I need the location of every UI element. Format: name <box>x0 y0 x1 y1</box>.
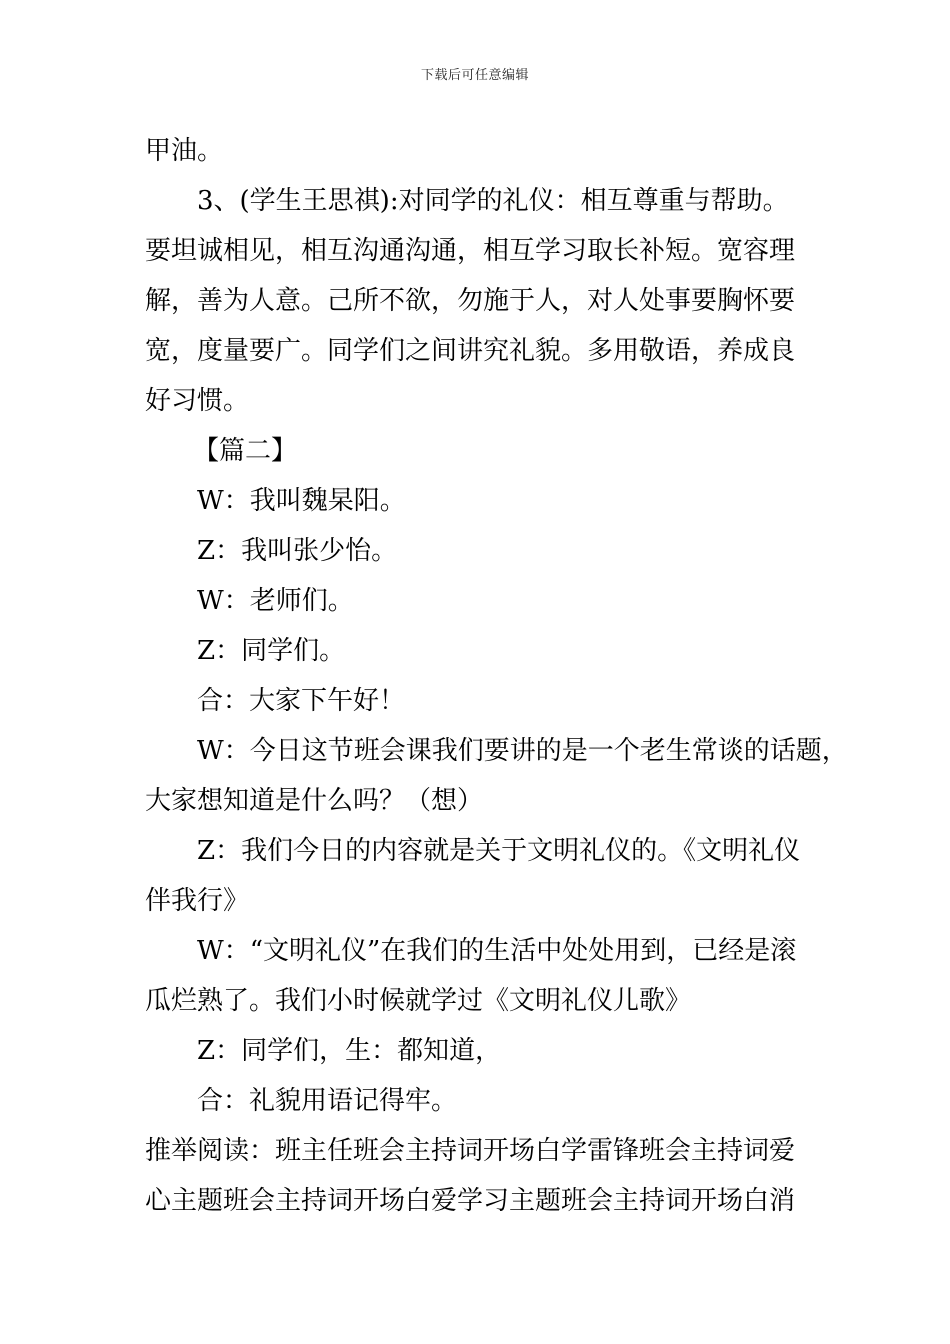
section-heading: 【篇二】 <box>193 436 298 466</box>
dialogue-line: 瓜烂熟了。我们小时候就学过《文明礼仪儿歌》 <box>145 986 692 1016</box>
dialogue-line: W：今日这节班会课我们要讲的是一个老生常谈的话题， <box>197 736 848 766</box>
dialogue-line: 大家想知道是什么吗？（想） <box>145 786 484 816</box>
paragraph-line: 解，善为人意。己所不欲，勿施于人，对人处事要胸怀要 <box>145 286 796 316</box>
paragraph-line: 3、(学生王思祺):对同学的礼仪：相互尊重与帮助。 <box>197 186 789 216</box>
paragraph-line: 好习惯。 <box>145 386 250 416</box>
dialogue-line: W：老师们。 <box>197 586 354 616</box>
dialogue-line: W：我叫魏杲阳。 <box>197 486 406 516</box>
paragraph-line: 宽，度量要广。同学们之间讲究礼貌。多用敬语，养成良 <box>145 336 796 366</box>
dialogue-line: W：“文明礼仪”在我们的生活中处处用到，已经是滚 <box>197 936 797 966</box>
page-header: 下载后可任意编辑 <box>420 68 529 83</box>
dialogue-line: Z：我叫张少怡。 <box>197 536 398 566</box>
recommended-reading-line: 心主题班会主持词开场白爱学习主题班会主持词开场白消 <box>145 1186 796 1216</box>
dialogue-line: 合：礼貌用语记得牢。 <box>197 1086 458 1116</box>
dialogue-line: Z：同学们，生：都知道， <box>197 1036 502 1066</box>
paragraph-line: 甲油。 <box>145 136 224 166</box>
paragraph-line: 要坦诚相见，相互沟通沟通，相互学习取长补短。宽容理 <box>145 236 796 266</box>
document-body <box>145 126 848 1226</box>
dialogue-line: Z：我们今日的内容就是关于文明礼仪的。《文明礼仪 <box>197 836 801 866</box>
dialogue-line: 合：大家下午好！ <box>197 686 406 716</box>
dialogue-line: 伴我行》 <box>145 886 250 916</box>
recommended-reading-line: 推举阅读：班主任班会主持词开场白学雷锋班会主持词爱 <box>145 1136 796 1166</box>
dialogue-line: Z：同学们。 <box>197 636 346 666</box>
